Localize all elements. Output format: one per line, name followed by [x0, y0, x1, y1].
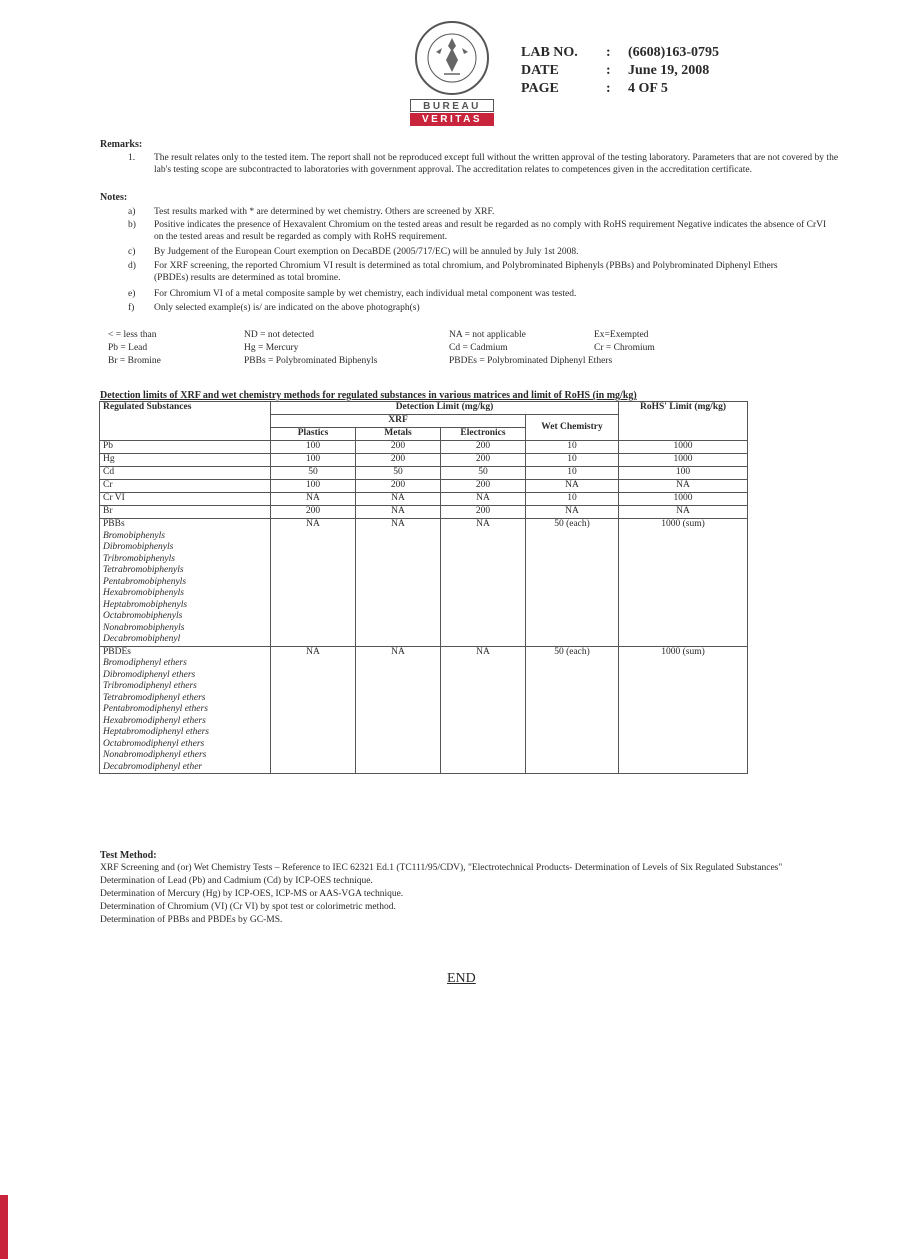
metals-value: NA — [356, 506, 441, 519]
member-name: Dibromobiphenyls — [103, 542, 174, 552]
abbreviations-col-3 — [449, 329, 612, 368]
test-method-section — [100, 850, 830, 927]
table-row-pbdes — [100, 646, 748, 774]
table-row — [100, 454, 748, 467]
electronics-value: 200 — [441, 454, 526, 467]
meta-colon: : — [606, 45, 611, 60]
abbreviation: < = less than — [108, 330, 157, 340]
rohs-value: 100 — [619, 467, 748, 480]
substance-name: Cr VI — [100, 493, 271, 506]
abbreviation: Pb = Lead — [108, 343, 148, 353]
header-wet-chemistry: Wet Chemistry — [526, 415, 619, 441]
detection-limits-table — [99, 401, 748, 774]
wet-value: NA — [526, 480, 619, 493]
bureau-veritas-logo — [410, 18, 494, 128]
member-name: Decabromodiphenyl ether — [103, 761, 203, 772]
wet-value: 10 — [526, 441, 619, 454]
meta-colon: : — [606, 81, 611, 96]
wet-value: 10 — [526, 493, 619, 506]
member-name: Bromodiphenyl ethers — [103, 658, 187, 668]
member-name: Octabromobiphenyls — [103, 611, 183, 621]
note-marker: a) — [128, 207, 136, 217]
meta-value: (6608)163-0795 — [628, 45, 719, 60]
note-text: By Judgement of the European Court exemption on DecaBDE (2005/717/EC) will be annuled by July 1st 2008. — [154, 247, 579, 257]
meta-label: DATE — [521, 63, 559, 78]
substance-name: Hg — [100, 454, 271, 467]
member-name: Octabromodiphenyl ethers — [103, 738, 205, 749]
header-substances: Regulated Substances — [100, 402, 271, 441]
abbreviation: PBBs = Polybrominated Biphenyls — [244, 356, 378, 366]
header-rohs-limit: RoHS' Limit (mg/kg) — [619, 402, 748, 441]
note-text: Positive indicates the presence of Hexavalent Chromium on the tested areas and result be regarded as no comply with RoHS requirement Negative indicates the absence of CrVI on the tested areas and result be regarded as comply with RoHS requirement. — [154, 220, 827, 242]
member-name: Dibromodiphenyl ethers — [103, 669, 196, 680]
wet-value: 50 (each) — [526, 646, 619, 774]
brand-name-bottom: VERITAS — [410, 113, 494, 126]
remarks-title: Remarks: — [100, 139, 143, 150]
note-marker: d) — [128, 261, 136, 271]
abbreviation: ND = not detected — [244, 330, 314, 340]
wet-value: 10 — [526, 467, 619, 480]
metals-value: 200 — [356, 480, 441, 493]
abbreviation: Cr = Chromium — [594, 343, 655, 353]
table-row — [100, 493, 748, 506]
meta-value: June 19, 2008 — [628, 63, 710, 78]
note-marker: e) — [128, 289, 136, 299]
abbreviations-col-2 — [244, 329, 377, 368]
test-method-line: Determination of Mercury (Hg) by ICP-OES, ICP-MS or AAS-VGA technique. — [100, 889, 404, 899]
wet-value: 10 — [526, 454, 619, 467]
brand-name-top: BUREAU — [410, 99, 494, 112]
plastics-value: NA — [271, 519, 356, 647]
note-text: Only selected example(s) is/ are indicated on the above photograph(s) — [154, 303, 420, 313]
rohs-value: 1000 (sum) — [619, 646, 748, 774]
member-name: Bromobiphenyls — [103, 530, 165, 541]
test-method-line: Determination of Lead (Pb) and Cadmium (Cd) by ICP-OES technique. — [100, 876, 373, 886]
table-caption: Detection limits of XRF and wet chemistry methods for regulated substances in various matrices and limit of RoHS (in mg/kg) — [100, 390, 637, 401]
electronics-value: NA — [441, 646, 526, 774]
meta-label: PAGE — [521, 81, 559, 96]
abbreviation: Ex=Exempted — [594, 330, 649, 340]
electronics-value: 200 — [441, 506, 526, 519]
member-name: Nonabromodiphenyl ethers — [103, 750, 207, 760]
abbreviation: Br = Bromine — [108, 356, 161, 366]
rohs-value: NA — [619, 506, 748, 519]
substance-group — [100, 519, 271, 647]
member-name: Heptabromodiphenyl ethers — [103, 727, 209, 737]
substance-name: PBBs — [103, 519, 125, 529]
member-name: Heptabromobiphenyls — [103, 599, 188, 610]
electronics-value: 50 — [441, 467, 526, 480]
note-text: For Chromium VI of a metal composite sample by wet chemistry, each individual metal component was tested. — [154, 289, 577, 299]
plastics-value: NA — [271, 493, 356, 506]
substance-name: Pb — [100, 441, 271, 454]
plastics-value: 100 — [271, 480, 356, 493]
meta-colon: : — [606, 63, 611, 78]
test-method-line: Determination of Chromium (VI) (Cr VI) by spot test or colorimetric method. — [100, 902, 396, 912]
metals-value: NA — [356, 519, 441, 647]
note-marker: c) — [128, 247, 136, 257]
electronics-value: NA — [441, 519, 526, 647]
metals-value: 200 — [356, 441, 441, 454]
notes-title: Notes: — [100, 192, 128, 203]
meta-label: LAB NO. — [521, 45, 578, 60]
table-row — [100, 506, 748, 519]
header-xrf: XRF — [271, 415, 526, 428]
member-name: Hexabromobiphenyls — [103, 588, 184, 598]
report-meta — [521, 44, 719, 98]
substance-name: Cr — [100, 480, 271, 493]
header-electronics: Electronics — [441, 428, 526, 441]
remark-marker: 1. — [128, 153, 136, 163]
member-name: Tribromobiphenyls — [103, 553, 175, 564]
note-text: Test results marked with * are determined by wet chemistry. Others are screened by XRF. — [154, 207, 495, 217]
table-row — [100, 467, 748, 480]
member-name: Tetrabromobiphenyls — [103, 565, 184, 575]
note-marker: b) — [128, 220, 136, 230]
plastics-value: 100 — [271, 441, 356, 454]
edge-color-bar — [0, 1195, 8, 1259]
member-name: Tribromodiphenyl ethers — [103, 681, 197, 691]
test-method-title: Test Method: — [100, 850, 157, 861]
metals-value: NA — [356, 493, 441, 506]
end-marker: END — [447, 971, 476, 986]
substance-name: Br — [100, 506, 271, 519]
plastics-value: 200 — [271, 506, 356, 519]
plastics-value: 50 — [271, 467, 356, 480]
header-detection-limit: Detection Limit (mg/kg) — [271, 402, 619, 415]
rohs-value: NA — [619, 480, 748, 493]
substance-name: Cd — [100, 467, 271, 480]
note-text: For XRF screening, the reported Chromium VI result is determined as total chromium, and Polybrominated Biphenyls (PBBs) and Polybrominated Diphenyl Ethers (PBDEs) results are determined as total bromine. — [154, 261, 778, 283]
substance-name: PBDEs — [103, 646, 131, 657]
member-name: Decabromobiphenyl — [103, 634, 181, 644]
table-row-pbbs — [100, 519, 748, 647]
electronics-value: 200 — [441, 480, 526, 493]
abbreviation: NA = not applicable — [449, 330, 526, 340]
plastics-value: 100 — [271, 454, 356, 467]
table-header-row — [100, 402, 748, 415]
wet-value: 50 (each) — [526, 519, 619, 647]
abbreviations-col-4 — [594, 329, 655, 355]
meta-row-date — [521, 62, 719, 80]
abbreviations-col-1 — [108, 329, 161, 368]
abbreviation: PBDEs = Polybrominated Diphenyl Ethers — [449, 356, 613, 366]
rohs-value: 1000 — [619, 441, 748, 454]
table-row — [100, 480, 748, 493]
seal-emblem-icon — [414, 18, 490, 98]
meta-row-lab-no — [521, 44, 719, 62]
plastics-value: NA — [271, 646, 356, 774]
metals-value: NA — [356, 646, 441, 774]
member-name: Pentabromobiphenyls — [103, 576, 187, 587]
member-name: Pentabromodiphenyl ethers — [103, 704, 208, 714]
abbreviation: Cd = Cadmium — [449, 343, 508, 353]
meta-value: 4 OF 5 — [628, 81, 668, 96]
electronics-value: 200 — [441, 441, 526, 454]
substance-group — [100, 646, 271, 774]
metals-value: 200 — [356, 454, 441, 467]
rohs-value: 1000 — [619, 493, 748, 506]
test-method-line: Determination of PBBs and PBDEs by GC-MS. — [100, 915, 283, 925]
note-marker: f) — [128, 303, 135, 313]
electronics-value: NA — [441, 493, 526, 506]
remark-text: The result relates only to the tested item. The report shall not be reproduced except full without the written approval of the testing laboratory. Parameters that are not covered by the lab's testing scope are subcontracted to laboratories with government approval. The accreditation relates to competences given in the accreditation certificate. — [154, 153, 839, 175]
rohs-value: 1000 (sum) — [619, 519, 748, 647]
abbreviation: Hg = Mercury — [244, 343, 299, 353]
metals-value: 50 — [356, 467, 441, 480]
wet-value: NA — [526, 506, 619, 519]
header-plastics: Plastics — [271, 428, 356, 441]
member-name: Nonabromobiphenyls — [103, 622, 185, 633]
member-name: Tetrabromodiphenyl ethers — [103, 692, 206, 703]
header-metals: Metals — [356, 428, 441, 441]
test-method-line: XRF Screening and (or) Wet Chemistry Tests – Reference to IEC 62321 Ed.1 (TC111/95/CDV), "Electrotechnical Products- Determination of Levels of Six Regulated Substances" — [100, 863, 783, 873]
meta-row-page — [521, 80, 719, 98]
member-name: Hexabromodiphenyl ethers — [103, 715, 206, 726]
table-row — [100, 441, 748, 454]
rohs-value: 1000 — [619, 454, 748, 467]
